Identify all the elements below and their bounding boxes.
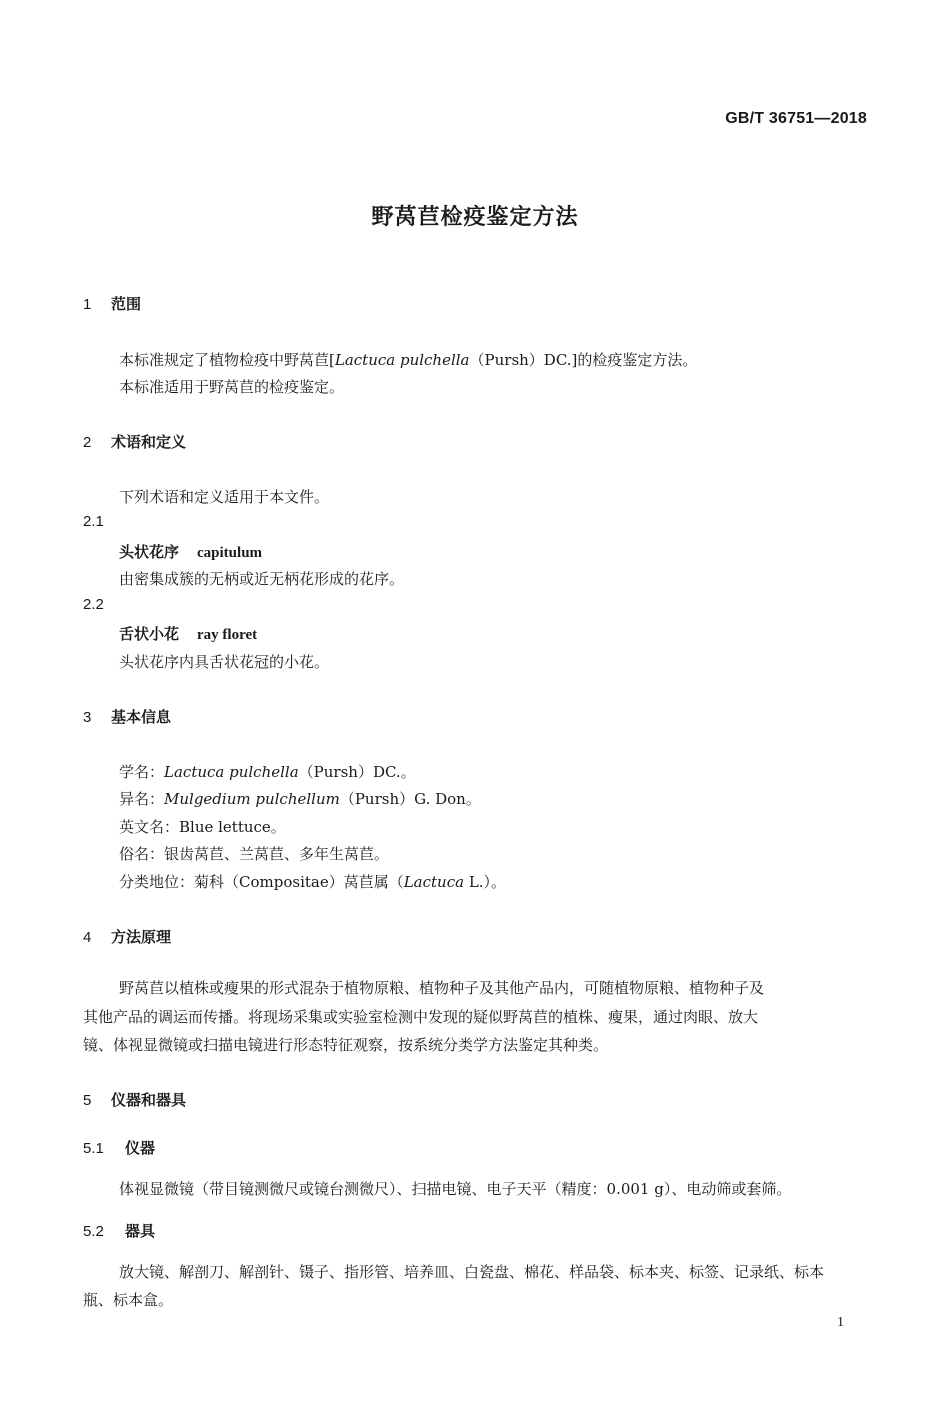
term-definition: 头状花序内具舌状花冠的小花。 bbox=[119, 653, 330, 671]
section-number: 1 bbox=[83, 296, 92, 313]
principle-line-3: 镜、体视显微镜或扫描电镜进行形态特征观察，按系统分类学方法鉴定其种类。 bbox=[83, 1036, 609, 1054]
scientific-name: Lactuca pulchella bbox=[334, 351, 470, 369]
text: 学名： bbox=[119, 763, 165, 781]
term-capitulum bbox=[119, 541, 262, 562]
section-2-heading bbox=[83, 431, 186, 452]
subsection-title: 仪器 bbox=[125, 1139, 156, 1157]
terms-intro: 下列术语和定义适用于本文件。 bbox=[119, 488, 330, 506]
scope-line-1 bbox=[119, 349, 697, 370]
info-scientific-name bbox=[119, 761, 416, 782]
section-3-heading bbox=[83, 706, 171, 727]
page-number: 1 bbox=[837, 1315, 844, 1330]
scientific-name: Lactuca bbox=[403, 873, 465, 891]
section-1-heading bbox=[83, 293, 141, 314]
page-title: 野莴苣检疫鉴定方法 bbox=[371, 205, 579, 230]
clause-number: 2.2 bbox=[83, 596, 104, 613]
info-classification bbox=[119, 871, 506, 892]
section-title: 仪器和器具 bbox=[111, 1091, 187, 1109]
term-zh: 头状花序 bbox=[119, 543, 180, 561]
info-synonym bbox=[119, 788, 481, 809]
term-zh: 舌状小花 bbox=[119, 625, 180, 643]
term-en: capitulum bbox=[197, 545, 263, 561]
section-title: 方法原理 bbox=[111, 928, 172, 946]
text: 异名： bbox=[119, 790, 165, 808]
section-4-heading bbox=[83, 926, 171, 947]
term-ray-floret bbox=[119, 623, 257, 644]
principle-line-2: 其他产品的调运而传播。将现场采集或实验室检测中发现的疑似野莴苣的植株、瘦果，通过肉眼、放大 bbox=[83, 1008, 759, 1026]
term-en: ray floret bbox=[197, 627, 258, 643]
section-number: 4 bbox=[83, 929, 92, 946]
scope-line-2: 本标准适用于野莴苣的检疫鉴定。 bbox=[119, 378, 345, 396]
subsection-title: 器具 bbox=[125, 1222, 156, 1240]
section-5-heading bbox=[83, 1089, 186, 1110]
text: 本标准规定了植物检疫中野莴苣[ bbox=[119, 351, 335, 369]
subsection-number: 5.1 bbox=[83, 1140, 104, 1157]
info-english-name: 英文名：Blue lettuce。 bbox=[119, 818, 286, 836]
tools-list-line-2: 瓶、标本盒。 bbox=[83, 1291, 174, 1309]
scientific-name: Mulgedium pulchellum bbox=[164, 790, 340, 808]
section-number: 5 bbox=[83, 1092, 92, 1109]
term-definition: 由密集成簇的无柄或近无柄花形成的花序。 bbox=[119, 570, 405, 588]
tools-list-line-1: 放大镜、解剖刀、解剖针、镊子、指形管、培养皿、白瓷盘、棉花、样品袋、标本夹、标签、记录纸、标本 bbox=[119, 1263, 825, 1281]
section-number: 2 bbox=[83, 434, 92, 451]
subsection-number: 5.2 bbox=[83, 1223, 104, 1240]
scientific-name: Lactuca pulchella bbox=[164, 763, 299, 781]
subsection-5-2-heading bbox=[83, 1220, 155, 1241]
text: （Pursh）DC.]的检疫鉴定方法。 bbox=[469, 351, 698, 369]
subsection-5-1-heading bbox=[83, 1137, 155, 1158]
clause-number: 2.1 bbox=[83, 513, 104, 530]
info-common-names: 俗名：银齿莴苣、兰莴苣、多年生莴苣。 bbox=[119, 845, 390, 863]
text: L.）。 bbox=[464, 873, 507, 891]
instruments-list: 体视显微镜（带目镜测微尺或镜台测微尺）、扫描电镜、电子天平（精度：0.001 g）、电动筛或套筛。 bbox=[119, 1180, 792, 1198]
text: （Pursh）DC.。 bbox=[298, 763, 416, 781]
standard-number: GB/T 36751—2018 bbox=[725, 110, 867, 127]
section-title: 术语和定义 bbox=[111, 433, 187, 451]
section-title: 范围 bbox=[111, 295, 142, 313]
section-number: 3 bbox=[83, 709, 92, 726]
principle-line-1: 野莴苣以植株或瘦果的形式混杂于植物原粮、植物种子及其他产品内，可随植物原粮、植物种子及 bbox=[119, 979, 765, 997]
section-title: 基本信息 bbox=[111, 708, 172, 726]
text: （Pursh）G. Don。 bbox=[339, 790, 481, 808]
text: 分类地位：菊科（Compositae）莴苣属（ bbox=[119, 873, 404, 891]
